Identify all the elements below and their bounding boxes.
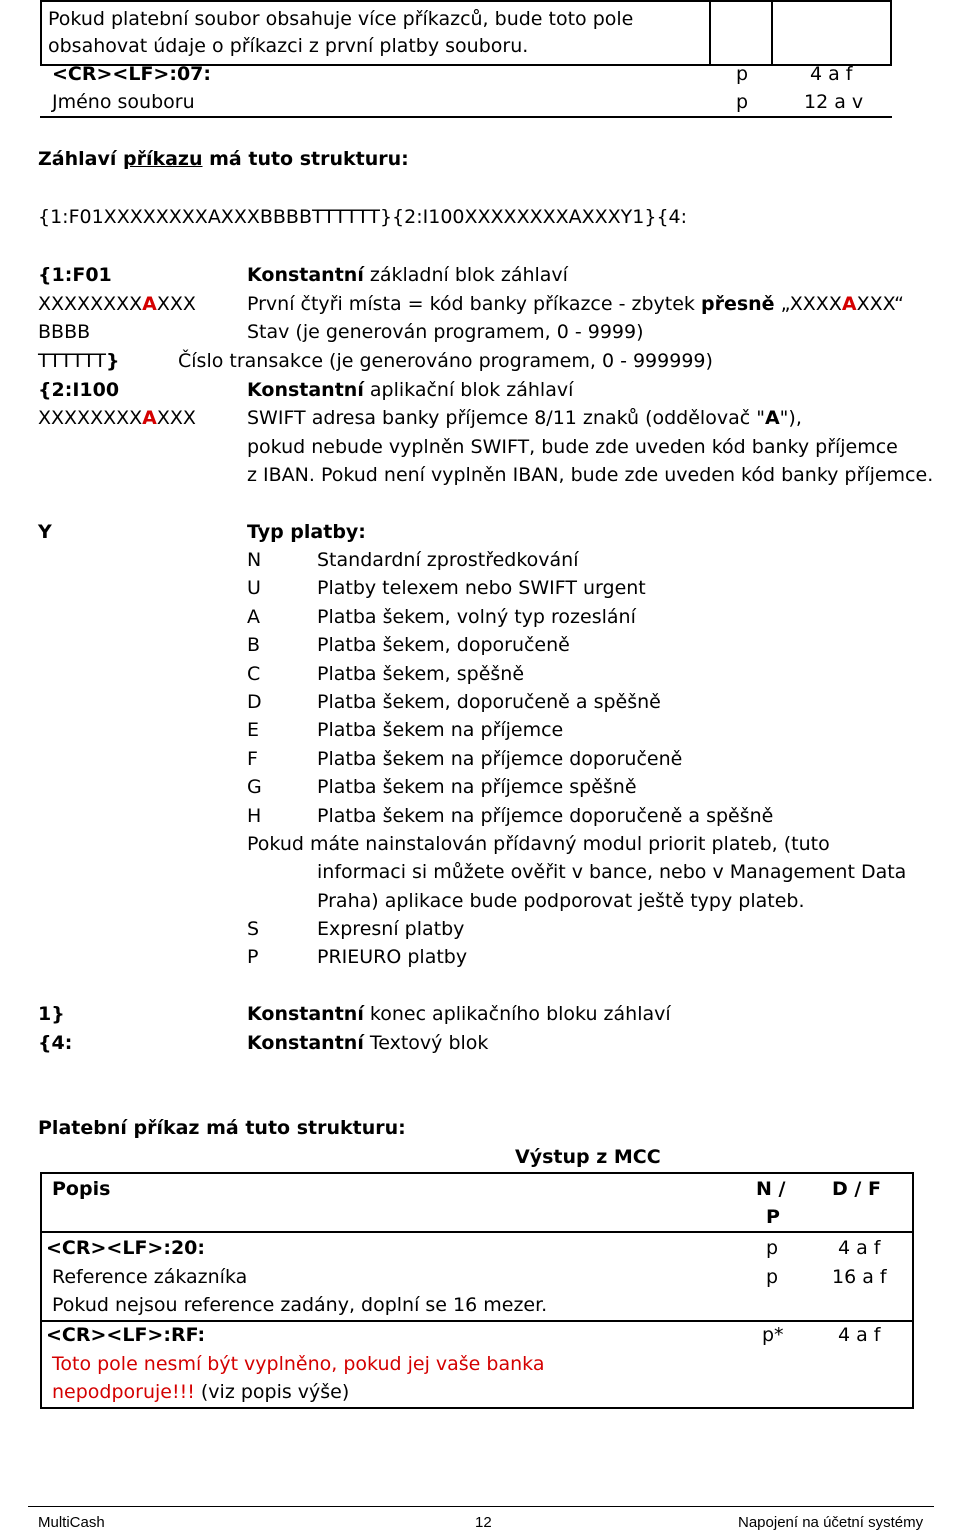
key-bbbb: BBBB — [38, 321, 91, 343]
payment-type-title: Typ platby: — [247, 521, 366, 543]
col-header-df: D / F — [832, 1178, 881, 1200]
np-value: p* — [762, 1324, 784, 1346]
payment-type-row — [247, 748, 773, 776]
payment-type-label: Platba šekem, doporučeně — [317, 634, 570, 657]
footer-rule — [28, 1506, 934, 1507]
payment-type-row — [247, 776, 773, 804]
payment-type-row — [247, 805, 773, 833]
table-border — [40, 1407, 914, 1409]
rf-warning-l2: nepodporuje!!! (viz popis výše) — [52, 1381, 350, 1403]
desc-end1: Konstantní konec aplikačního bloku záhlaví — [247, 1003, 671, 1025]
payment-type-code: D — [247, 690, 262, 713]
payment-type-code: F — [247, 747, 258, 770]
payment-type-row — [247, 634, 773, 662]
payment-type-label: PRIEURO platby — [317, 946, 468, 969]
header-code-string: {1:F01XXXXXXXXAXXXBBBBTTTTTT}{2:I100XXXXXXXXAXXXY1}{4: — [38, 206, 688, 228]
payment-type-row — [247, 946, 467, 974]
desc-tttttt: Číslo transakce (je generováno programem, 0 - 999999) — [178, 350, 713, 372]
key-y: Y — [38, 521, 52, 543]
df-value: 4 a f — [810, 63, 853, 85]
payment-type-label: Platby telexem nebo SWIFT urgent — [317, 577, 646, 600]
priority-note-l2: informaci si můžete ověřit v bance, nebo v Management Data — [317, 861, 907, 883]
payment-type-code: E — [247, 719, 260, 742]
df-value: 16 a f — [832, 1266, 887, 1288]
payment-type-row — [247, 663, 773, 691]
df-value: 12 a v — [804, 91, 864, 113]
payment-type-row — [247, 691, 773, 719]
key-end1: 1} — [38, 1003, 65, 1025]
col-header-np: P — [766, 1206, 780, 1228]
payment-type-row — [247, 719, 773, 747]
field-label-filename: Jméno souboru — [52, 91, 195, 113]
desc-bbbb: Stav (je generován programem, 0 - 9999) — [247, 321, 644, 343]
payment-type-label: Platba šekem, spěšně — [317, 662, 525, 685]
payment-type-row — [247, 606, 773, 634]
rf-warning-l1: Toto pole nesmí být vyplněno, pokud jej vaše banka — [52, 1353, 545, 1375]
table-border — [912, 1172, 914, 1409]
payment-type-label: Platba šekem na příjemce doporučeně — [317, 747, 683, 770]
key-block1: {1:F01 — [38, 264, 112, 286]
payment-type-code: C — [247, 662, 261, 685]
col-header-np: N / — [756, 1178, 786, 1200]
payment-type-row — [247, 577, 773, 605]
priority-note-l1: Pokud máte nainstalován přídavný modul priorit plateb, (tuto — [247, 833, 830, 855]
desc-end2: Konstantní Textový blok — [247, 1032, 489, 1054]
desc-swift-l2: pokud nebude vyplněn SWIFT, bude zde uveden kód banky příjemce — [247, 436, 898, 458]
payment-type-label: Standardní zprostředkování — [317, 549, 579, 571]
desc-block1: Konstantní základní blok záhlaví — [247, 264, 568, 286]
table-border — [40, 1320, 914, 1322]
key-block2: {2:I100 — [38, 379, 120, 401]
field-tag-07: <CR><LF>:07: — [52, 63, 211, 85]
payment-type-code: P — [247, 946, 259, 969]
col-header-popis: Popis — [52, 1178, 111, 1200]
footer-page-number: 12 — [475, 1514, 492, 1531]
np-value: p — [766, 1266, 779, 1288]
payment-type-label: Expresní platby — [317, 918, 465, 940]
footer-right: Napojení na účetní systémy — [738, 1514, 924, 1531]
table-border — [40, 1172, 914, 1174]
payment-type-label: Platba šekem, volný typ rozeslání — [317, 605, 636, 628]
payment-type-list-extra — [247, 918, 467, 975]
desc-block2: Konstantní aplikační blok záhlaví — [247, 379, 574, 401]
header-heading: Záhlaví příkazu má tuto strukturu: — [38, 148, 409, 170]
payment-type-row — [247, 549, 773, 577]
payment-type-label: Platba šekem, doporučeně a spěšně — [317, 690, 661, 713]
table-border — [40, 116, 892, 118]
priority-note-l3: Praha) aplikace bude podporovat ještě typy plateb. — [317, 890, 805, 912]
payment-type-code: A — [247, 605, 260, 628]
key-tttttt: TTTTTT} — [38, 350, 120, 372]
key-bank-code: XXXXXXXXAXXX — [38, 293, 196, 315]
desc-bank-code: První čtyři místa = kód banky příkazce - zbytek přesně „XXXXAXXX“ — [247, 293, 904, 315]
payment-type-label: Platba šekem na příjemce spěšně — [317, 776, 637, 799]
output-heading: Výstup z MCC — [515, 1146, 661, 1168]
field-tag-20: <CR><LF>:20: — [46, 1237, 205, 1259]
np-value: p — [736, 91, 749, 113]
field-note-reference: Pokud nejsou reference zadány, doplní se 16 mezer. — [52, 1294, 548, 1316]
table-border — [40, 1231, 914, 1233]
top-row1-line2: obsahovat údaje o příkazci z první platby souboru. — [48, 35, 529, 57]
payment-type-code: G — [247, 776, 262, 799]
payment-type-label: Platba šekem na příjemce doporučeně a spěšně — [317, 804, 774, 827]
payment-type-row — [247, 918, 467, 946]
payment-type-list — [247, 549, 773, 833]
df-value: 4 a f — [838, 1237, 881, 1259]
footer-left: MultiCash — [38, 1514, 105, 1531]
desc-swift-l1: SWIFT adresa banky příjemce 8/11 znaků (oddělovač "A"), — [247, 407, 802, 429]
df-value: 4 a f — [838, 1324, 881, 1346]
payment-type-label: Platba šekem na příjemce — [317, 719, 564, 742]
key-end2: {4: — [38, 1032, 73, 1054]
np-value: p — [766, 1237, 779, 1259]
desc-swift-l3: z IBAN. Pokud není vyplněn IBAN, bude zde uveden kód banky příjemce. — [247, 464, 934, 486]
payment-type-code: N — [247, 549, 262, 571]
top-row1-line1: Pokud platební soubor obsahuje více příkazců, bude toto pole — [48, 8, 634, 30]
field-tag-rf: <CR><LF>:RF: — [46, 1324, 206, 1346]
table-border — [40, 1172, 42, 1409]
payment-type-code: U — [247, 577, 261, 600]
np-value: p — [736, 63, 749, 85]
payment-type-code: B — [247, 634, 261, 657]
payment-heading: Platební příkaz má tuto strukturu: — [38, 1117, 406, 1139]
payment-type-code: S — [247, 918, 260, 940]
payment-type-code: H — [247, 804, 262, 827]
field-label-reference: Reference zákazníka — [52, 1266, 248, 1288]
key-swift: XXXXXXXXAXXX — [38, 407, 196, 429]
top-table — [40, 0, 892, 66]
